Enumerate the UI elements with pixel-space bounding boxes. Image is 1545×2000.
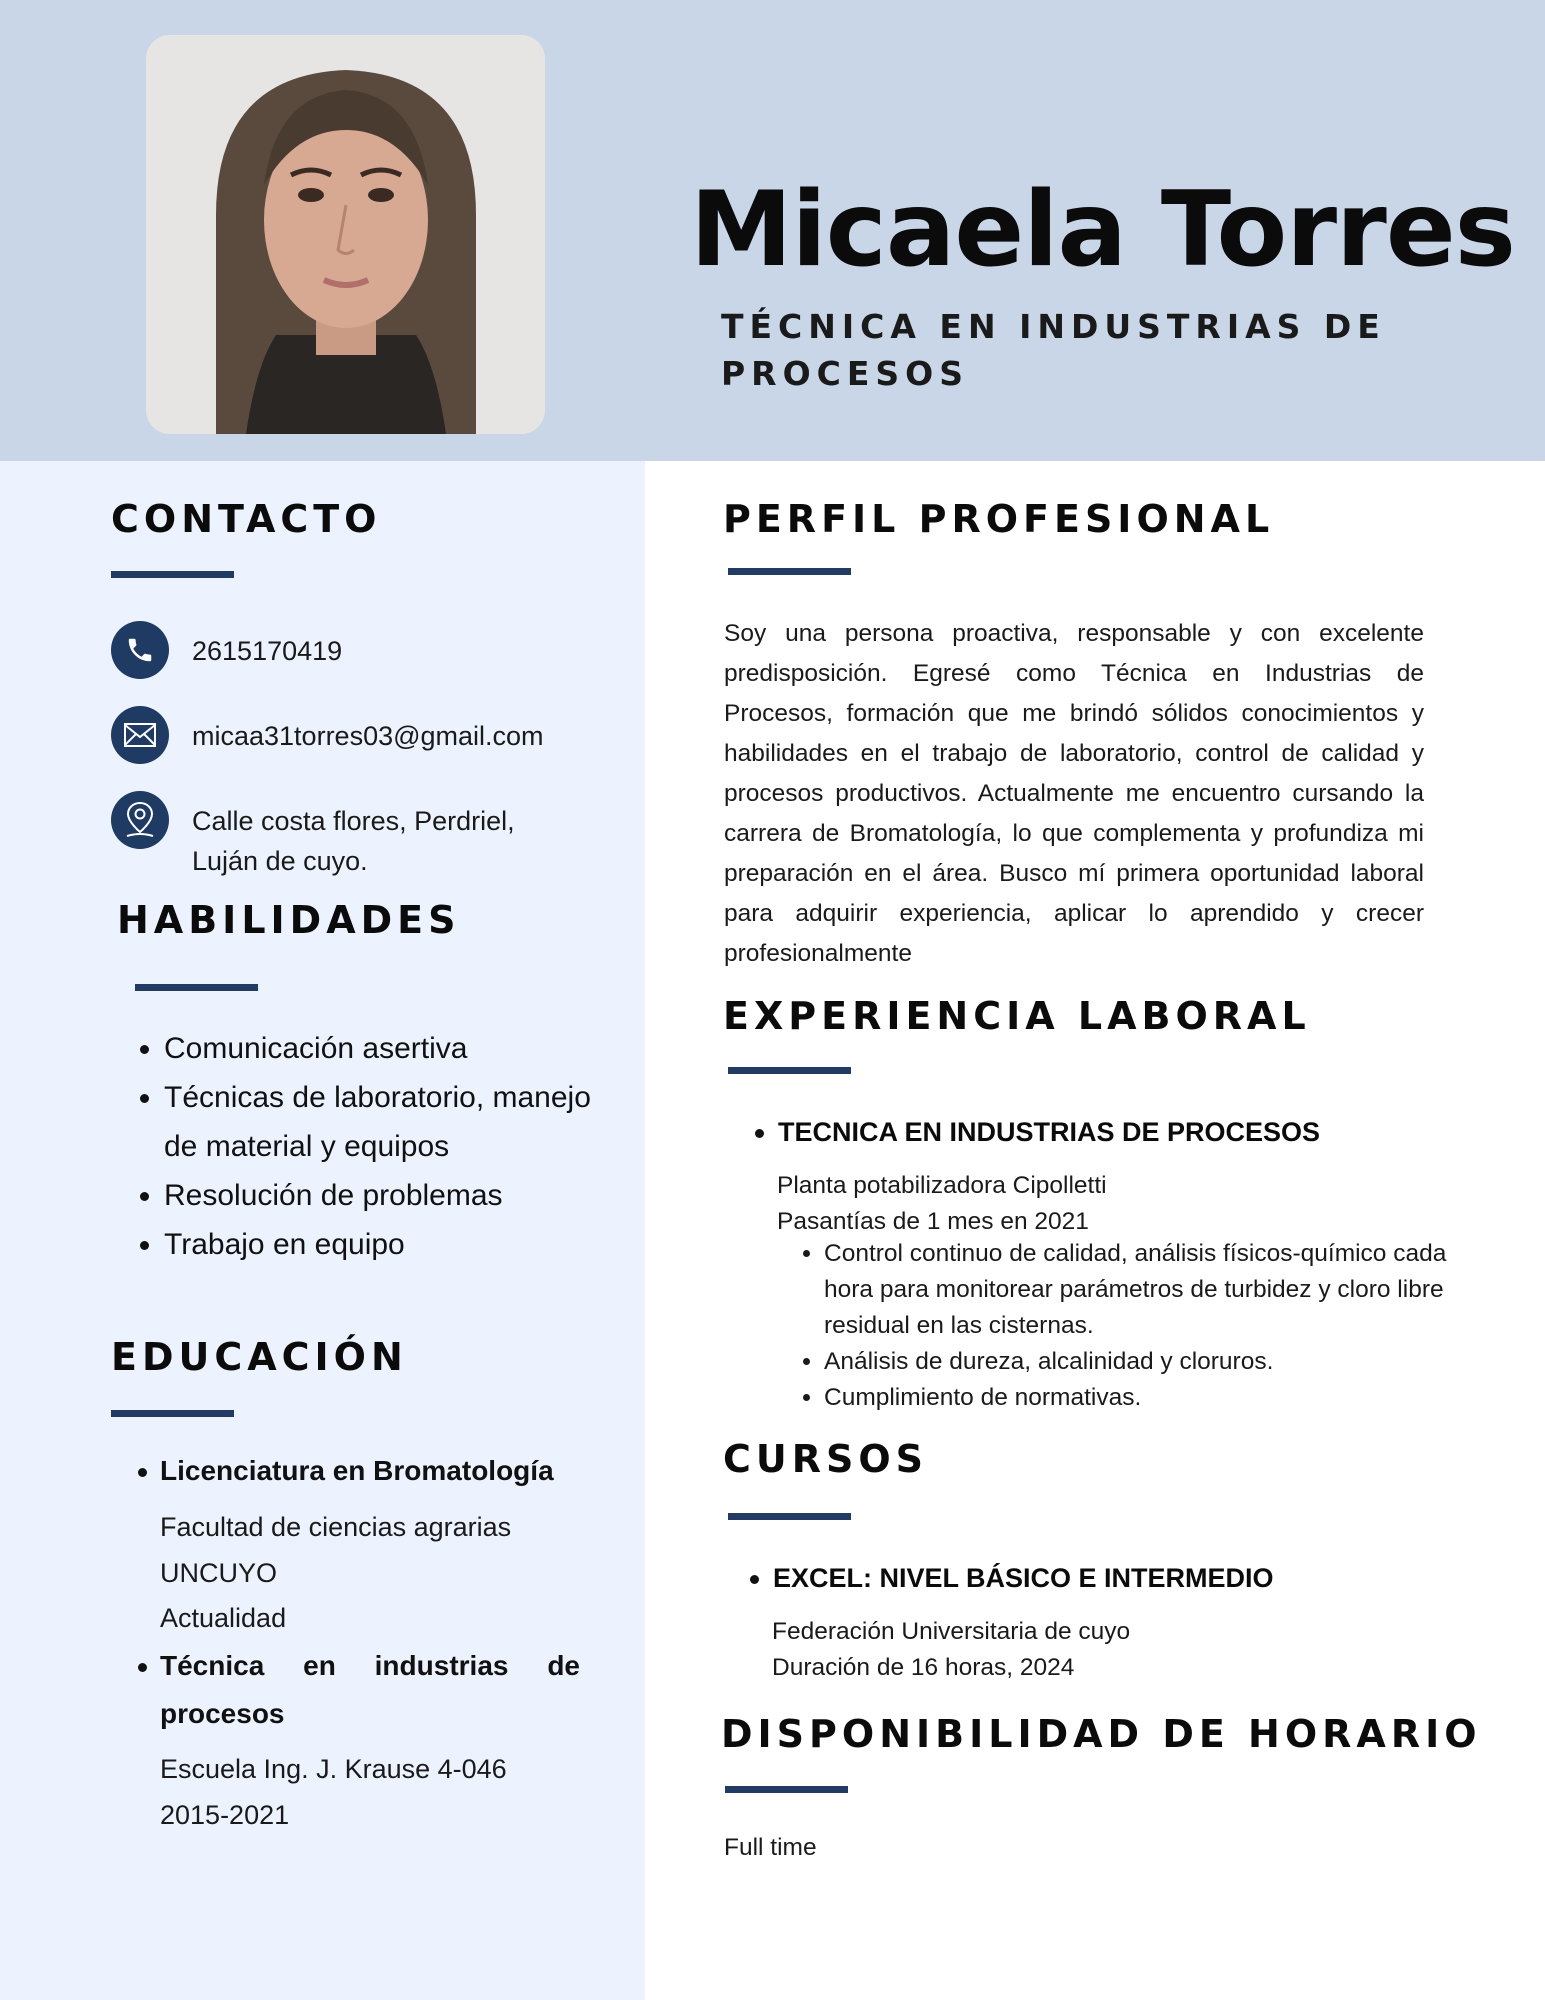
course-duration: Duración de 16 horas, 2024 xyxy=(772,1654,1075,1681)
portrait-illustration xyxy=(146,35,545,434)
course-title: EXCEL: NIVEL BÁSICO E INTERMEDIO xyxy=(773,1563,1274,1593)
skill-item: • Comunicación asertiva xyxy=(164,1024,624,1073)
experience-tasks-list xyxy=(800,1236,1464,1416)
education-period-1: Actualidad xyxy=(160,1603,287,1633)
skills-heading-rule xyxy=(135,984,258,991)
bullet xyxy=(750,1575,759,1584)
profile-photo xyxy=(146,35,545,434)
bullet xyxy=(138,1468,147,1477)
experience-task: • Análisis de dureza, alcalinidad y cloruros. xyxy=(824,1344,1464,1380)
contact-heading: CONTACTO xyxy=(111,497,382,541)
skills-list xyxy=(136,1024,624,1269)
contact-heading-rule xyxy=(111,571,234,578)
mail-icon xyxy=(111,706,169,764)
person-name: Micaela Torres xyxy=(690,170,1515,290)
education-degree-2-line2: procesos xyxy=(160,1698,285,1729)
education-heading-rule xyxy=(111,1410,234,1417)
experience-job-title: TECNICA EN INDUSTRIAS DE PROCESOS xyxy=(778,1117,1321,1147)
experience-heading: EXPERIENCIA LABORAL xyxy=(723,994,1311,1038)
education-period-2: 2015-2021 xyxy=(160,1800,290,1830)
education-institution-1: Facultad de ciencias agrarias xyxy=(160,1512,512,1542)
contact-address-line2: Luján de cuyo. xyxy=(192,846,368,876)
course-provider: Federación Universitaria de cuyo xyxy=(772,1618,1131,1645)
profile-heading: PERFIL PROFESIONAL xyxy=(723,497,1275,541)
profile-summary: Soy una persona proactiva, responsable y con excelente predisposición. Egresé como Técnica en Industrias de Procesos, formación que me brindó sólidos conocimientos y habilidades en el trabajo de laboratorio, control de calidad y procesos productivos. Actualmente me encuentro cursando la carrera de Bromatología, lo que complementa y profundiza mi preparación en el área. Busco mí primera oportunidad laboral para adquirir experiencia, aplicar lo aprendido y crecer profesionalmente xyxy=(724,620,1424,967)
profile-heading-rule xyxy=(728,568,851,575)
bullet xyxy=(755,1129,764,1138)
experience-period: Pasantías de 1 mes en 2021 xyxy=(777,1208,1089,1235)
education-degree-2-line1: Técnica en industrias de xyxy=(160,1650,580,1681)
contact-address-line1: Calle costa flores, Perdriel, xyxy=(192,806,515,836)
skill-item: • Resolución de problemas xyxy=(164,1171,624,1220)
contact-email[interactable]: micaa31torres03@gmail.com xyxy=(192,721,544,751)
location-pin-icon xyxy=(111,791,169,849)
phone-icon xyxy=(111,621,169,679)
availability-heading-rule xyxy=(725,1786,848,1793)
education-degree-1: Licenciatura en Bromatología xyxy=(160,1455,554,1486)
experience-task: • Cumplimiento de normativas. xyxy=(824,1380,1464,1416)
bullet xyxy=(138,1663,147,1672)
availability-heading: DISPONIBILIDAD DE HORARIO xyxy=(721,1712,1482,1756)
experience-company: Planta potabilizadora Cipolletti xyxy=(777,1172,1107,1199)
availability-value: Full time xyxy=(724,1834,817,1861)
courses-heading: CURSOS xyxy=(723,1437,929,1481)
contact-phone[interactable]: 2615170419 xyxy=(192,636,343,666)
job-headline: TÉCNICA EN INDUSTRIAS DE PROCESOS xyxy=(721,307,1386,393)
experience-heading-rule xyxy=(728,1067,851,1074)
experience-task: • Control continuo de calidad, análisis físicos-químico cada hora para monitorear parámetros de turbidez y cloro libre residual en las cisternas. xyxy=(824,1236,1464,1344)
education-institution-1b: UNCUYO xyxy=(160,1558,278,1588)
courses-heading-rule xyxy=(728,1513,851,1520)
skill-item: • Técnicas de laboratorio, manejo de material y equipos xyxy=(164,1073,624,1171)
education-heading: EDUCACIÓN xyxy=(111,1335,408,1379)
education-institution-2: Escuela Ing. J. Krause 4-046 xyxy=(160,1754,507,1784)
skill-item: • Trabajo en equipo xyxy=(164,1220,624,1269)
skills-heading: HABILIDADES xyxy=(117,898,461,942)
